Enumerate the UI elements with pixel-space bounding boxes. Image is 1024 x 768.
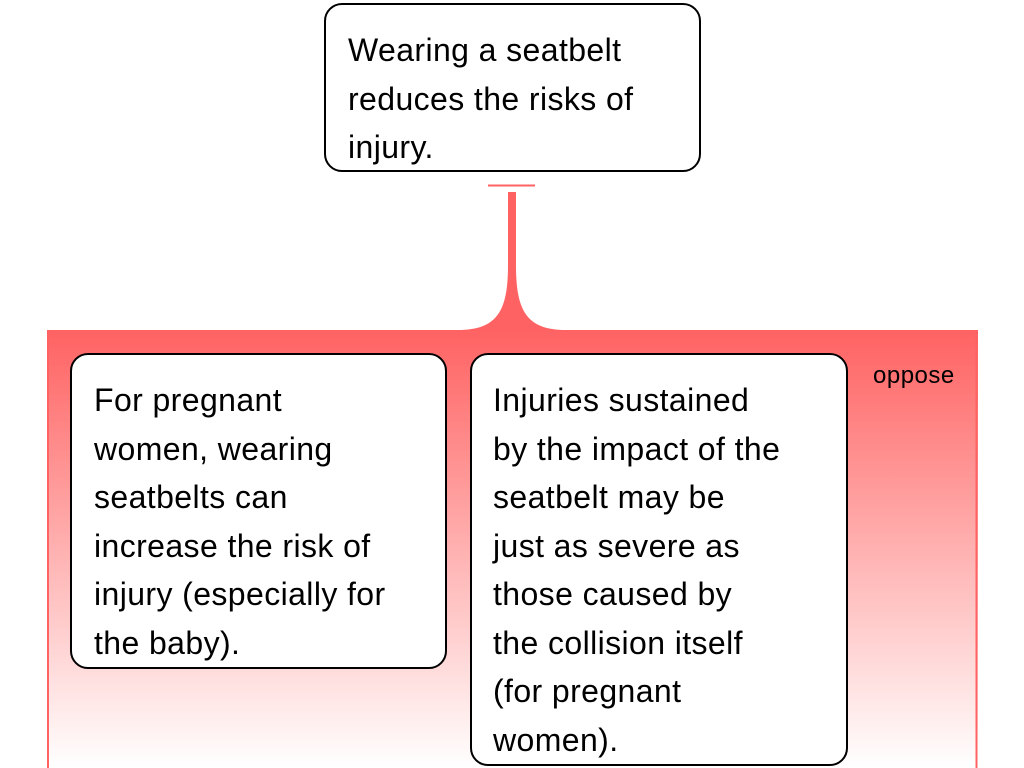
oppose-connector-stem [458, 192, 566, 330]
objection-box-2[interactable] [470, 353, 848, 766]
objection-box-1[interactable] [70, 353, 447, 669]
objection-text-1: For pregnant women, wearing seatbelts can increase the risk of injury (especially for the baby). [94, 382, 386, 661]
claim-box[interactable] [324, 3, 701, 172]
oppose-relation-label: oppose [873, 362, 955, 389]
claim-text: Wearing a seatbelt reduces the risks of injury. [348, 32, 634, 165]
objection-text-2: Injuries sustained by the impact of the seatbelt may be just as severe as those caused by the collision itself (for pregnant women). [493, 382, 781, 758]
